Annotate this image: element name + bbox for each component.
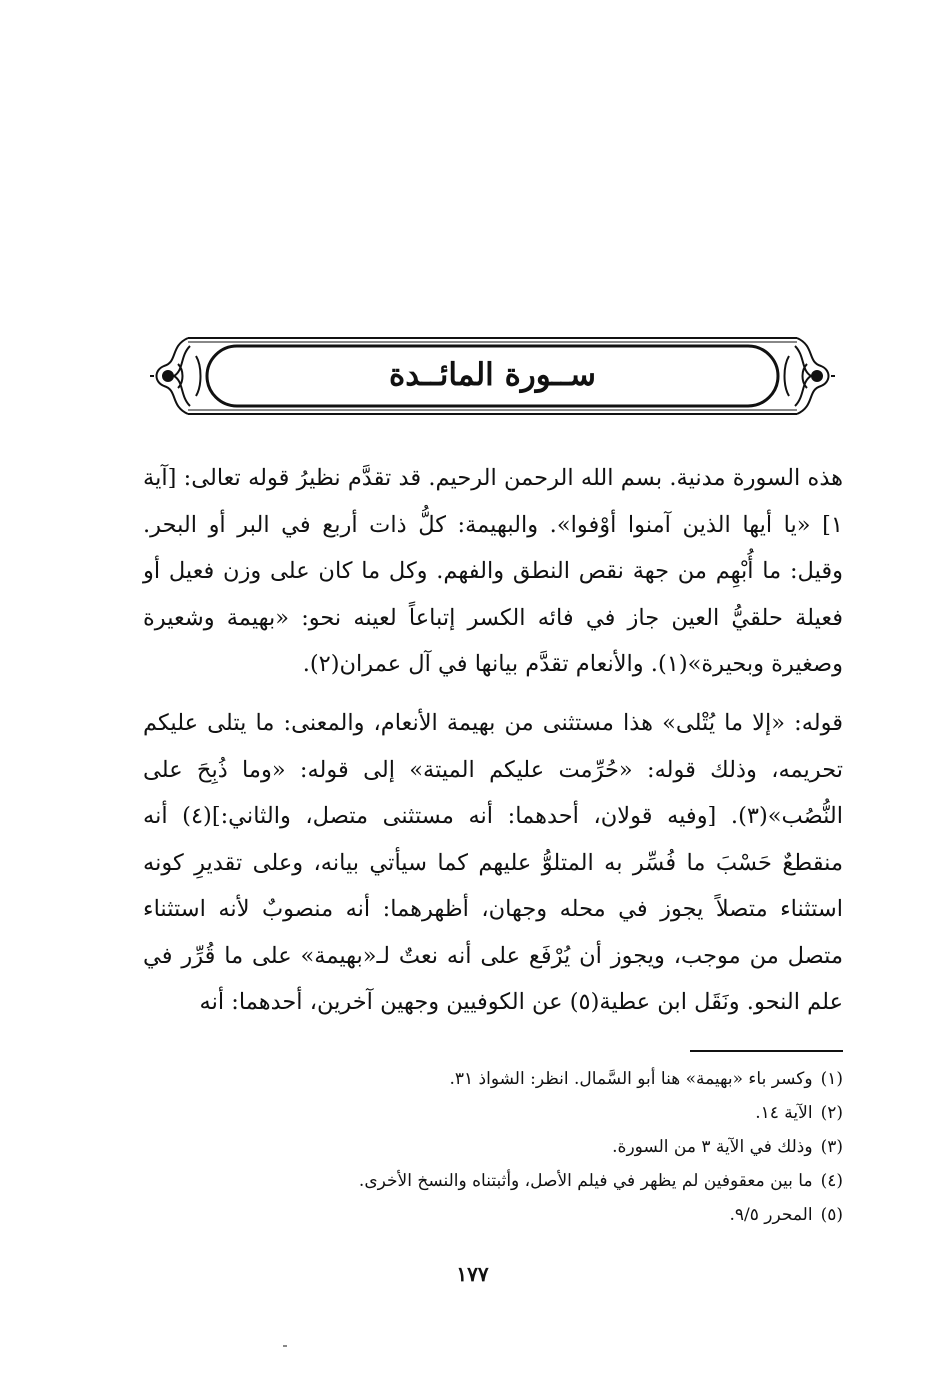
footnote-item: [143, 1164, 843, 1198]
paragraph-text: قوله: «إلا ما يُتْلى» هذا مستثنى من بهيمة الأنعام، والمعنى: ما يتلى عليكم تحريمه، وذلك قوله: «حُرِّمت عليكم الميتة» إلى قوله: «وما ذُبِحَ على النُّصُب»(٣). [وفيه قولان، أحدهما: أنه مستثنى متصل، والثاني:](٤) أنه منقطعٌ حَسْبَ ما فُسِّر به المتلوُّ عليهم كما سيأتي بيانه، وعلى تقديرِ كونه استثناء متصلاً يجوز في محله وجهان، أظهرهما: أنه منصوبٌ لأنه استثناء متصل من موجب، ويجوز أن يُرْفَع على أنه نعتٌ لـ«بهيمة» على ما قُرِّر في علم النحو. ونَقَل ابن عطية(٥) عن الكوفيين وجهين آخرين، أحدهما: أنه: [143, 710, 843, 1015]
footnote-item: [143, 1096, 843, 1130]
footnote-item: [143, 1198, 843, 1232]
surah-title-banner: [150, 336, 835, 416]
paragraph-text: هذه السورة مدنية. بسم الله الرحمن الرحيم. قد تقدَّم نظيرُ قوله تعالى: [آية ١] «يا أيها الذين آمنوا أوْفوا». والبهيمة: كلُّ ذات أربع في البر أو البحر. وقيل: ما أُبْهِم من جهة نقص النطق والفهم. وكل ما كان على وزن فعيل أو فعيلة حلقيُّ العين جاز في فائه الكسر إتباعاً لعينه نحو: «بهيمة وشعيرة وصغيرة وبحيرة»(١). والأنعام تقدَّم بيانها في آل عمران(٢).: [143, 465, 843, 677]
body-paragraph-1: [143, 455, 843, 688]
page-number: ١٧٧: [456, 1262, 489, 1286]
footnote-number: (٢): [820, 1103, 843, 1123]
footnotes: [143, 1062, 843, 1232]
footnote-text: وذلك في الآية ٣ من السورة.: [612, 1137, 813, 1157]
footnote-number: (٣): [820, 1137, 843, 1157]
footnote-text: ما بين معقوفين لم يظهر في فيلم الأصل، وأثبتناه والنسخ الأخرى.: [358, 1171, 813, 1191]
footnote-number: (٥): [820, 1205, 843, 1225]
body-paragraph-2: [143, 700, 843, 1026]
footnote-text: المحرر ٩/٥.: [729, 1205, 813, 1225]
footnote-text: وكسر باء «بهيمة» هنا أبو السَّمال. انظر: الشواذ ٣١.: [449, 1069, 813, 1089]
footnote-item: [143, 1062, 843, 1096]
footnote-item: [143, 1130, 843, 1164]
scan-speck: [283, 1345, 287, 1347]
footnote-text: الآية ١٤.: [755, 1103, 813, 1123]
footnote-number: (٤): [820, 1171, 843, 1191]
footnote-number: (١): [820, 1069, 843, 1089]
footnote-separator: [690, 1050, 843, 1052]
surah-title: ســورة المائــدة: [389, 357, 596, 393]
